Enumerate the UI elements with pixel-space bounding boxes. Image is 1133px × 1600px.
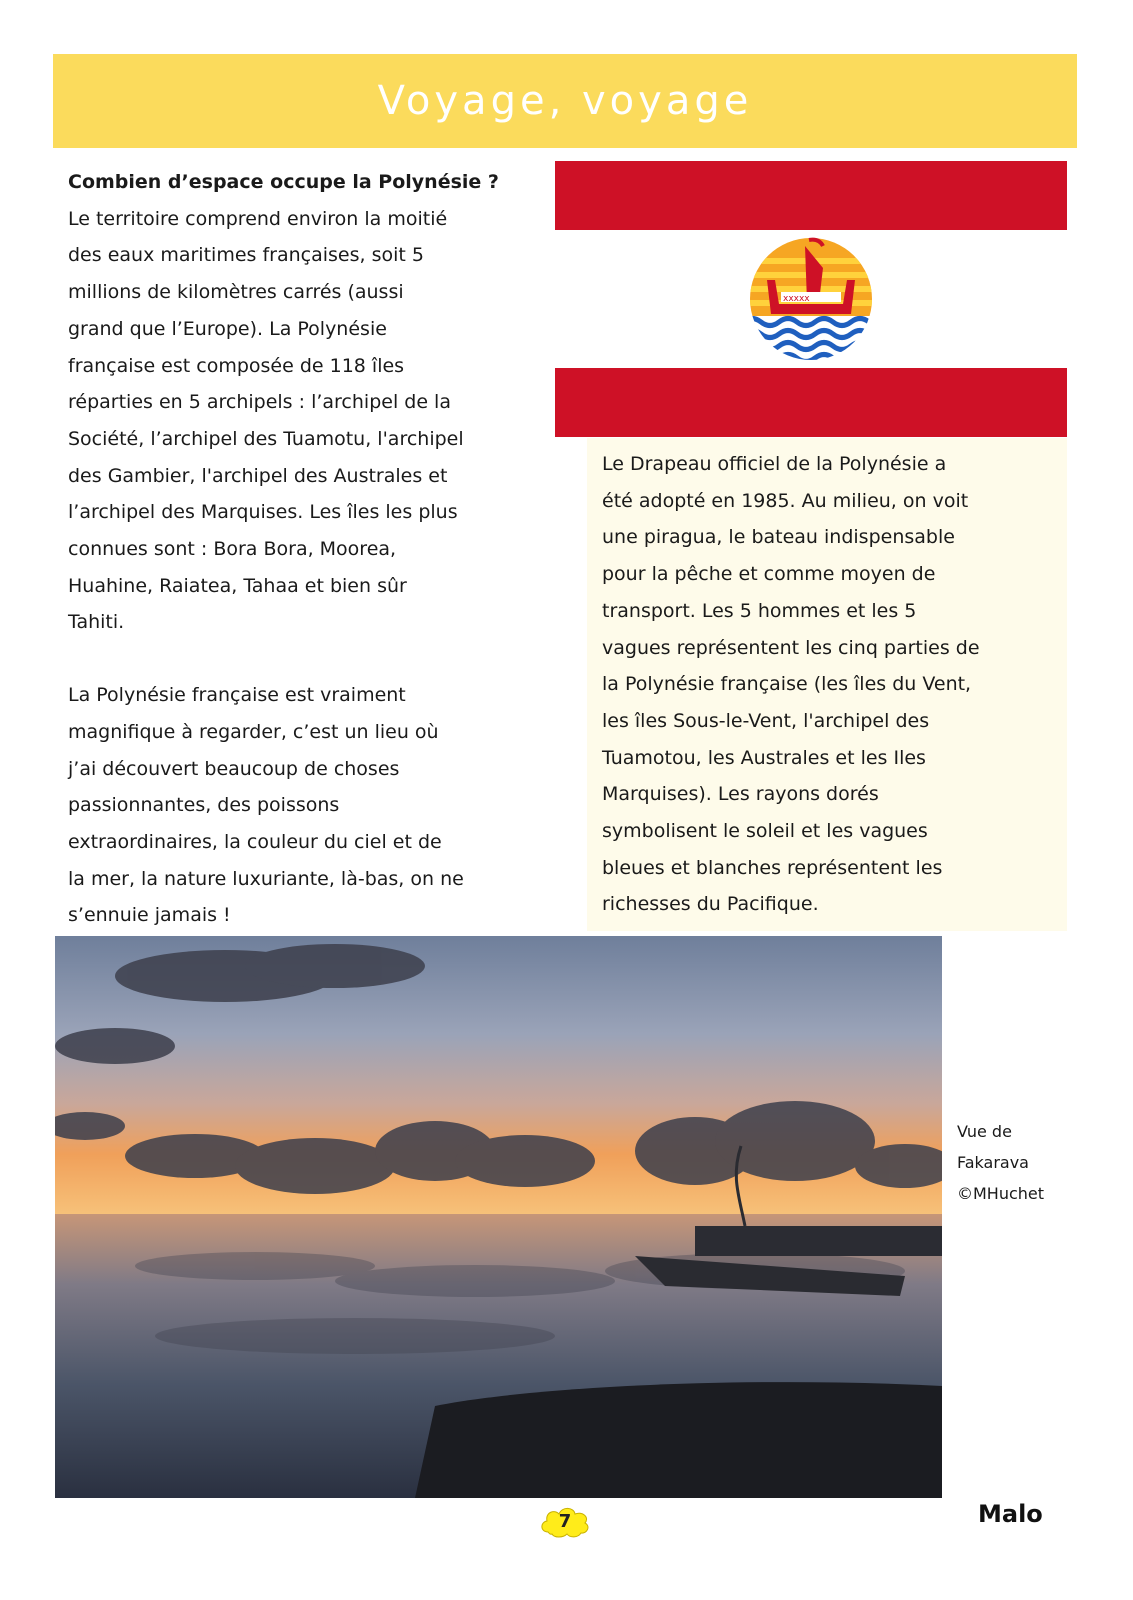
flag-description-line: été adopté en 1985. Au milieu, on voit <box>602 489 969 512</box>
flag-description-line: Le Drapeau officiel de la Polynésie a <box>602 453 947 475</box>
article-line: extraordinaires, la couleur du ciel et de <box>68 830 442 853</box>
polynesia-flag <box>555 161 1067 437</box>
paragraph-gap <box>68 641 538 677</box>
article-line: connues sont : Bora Bora, Moorea, <box>68 538 397 561</box>
article-line: Huahine, Raiatea, Tahaa et bien sûr <box>68 574 407 597</box>
flag-description-box <box>587 438 1067 931</box>
flag-description-line: les îles Sous-le-Vent, l'archipel des <box>602 709 930 732</box>
article-text <box>68 164 538 934</box>
article-line: des eaux maritimes françaises, soit 5 <box>68 244 424 267</box>
author-name: Malo <box>978 1500 1043 1528</box>
article-line: Société, l’archipel des Tuamotu, l'archipel <box>68 427 464 450</box>
article-line: l’archipel des Marquises. Les îles les plus <box>68 501 458 524</box>
svg-text:xxxxx: xxxxx <box>783 294 810 304</box>
article-line: s’ennuie jamais ! <box>68 904 231 927</box>
caption-line: ©MHuchet <box>957 1184 1045 1203</box>
page-number: 7 <box>558 1510 572 1532</box>
flag-description-line: transport. Les 5 hommes et les 5 <box>602 599 917 622</box>
title-banner <box>53 54 1077 148</box>
article-line: grand que l’Europe). La Polynésie <box>68 317 387 340</box>
article-line: française est composée de 118 îles <box>68 354 405 377</box>
flag-description-line: Marquises). Les rayons dorés <box>602 783 879 806</box>
flag-description-line: la Polynésie française (les îles du Vent, <box>602 673 972 696</box>
flag-stripe-top <box>555 161 1067 230</box>
flag-description-line: richesses du Pacifique. <box>602 893 819 916</box>
flag-stripe-bottom <box>555 368 1067 437</box>
article-line: La Polynésie française est vraiment <box>68 684 406 707</box>
article-line: Tahiti. <box>68 611 125 634</box>
caption-line: Vue de <box>957 1122 1012 1141</box>
article-question: Combien d’espace occupe la Polynésie ? <box>68 171 499 193</box>
flag-description-line: pour la pêche et comme moyen de <box>602 563 936 586</box>
caption-line: Fakarava <box>957 1153 1029 1172</box>
article-line: magnifique à regarder, c’est un lieu où <box>68 720 439 743</box>
flag-description-line: Tuamotou, les Australes et les Iles <box>602 746 926 769</box>
flag-description-line: une piragua, le bateau indispensable <box>602 526 955 549</box>
photo-caption <box>957 1116 1077 1209</box>
flag-description-line: bleues et blanches représentent les <box>602 856 943 879</box>
sunset-lagoon-image <box>55 936 942 1498</box>
flag-description-line: symbolisent le soleil et les vagues <box>602 820 928 843</box>
article-line: Le territoire comprend environ la moitié <box>68 207 448 230</box>
page-number-badge <box>538 1502 592 1540</box>
flag-emblem-icon <box>735 236 887 362</box>
article-line: millions de kilomètres carrés (aussi <box>68 281 404 304</box>
article-line: la mer, la nature luxuriante, là-bas, on ne <box>68 867 464 890</box>
sunset-photo <box>55 936 942 1498</box>
page-title: Voyage, voyage <box>377 78 753 124</box>
article-line: j’ai découvert beaucoup de choses <box>68 757 400 780</box>
article-line: passionnantes, des poissons <box>68 794 340 817</box>
flag-description-line: vagues représentent les cinq parties de <box>602 636 980 659</box>
article-line: des Gambier, l'archipel des Australes et <box>68 464 448 487</box>
article-line: réparties en 5 archipels : l’archipel de la <box>68 391 451 414</box>
